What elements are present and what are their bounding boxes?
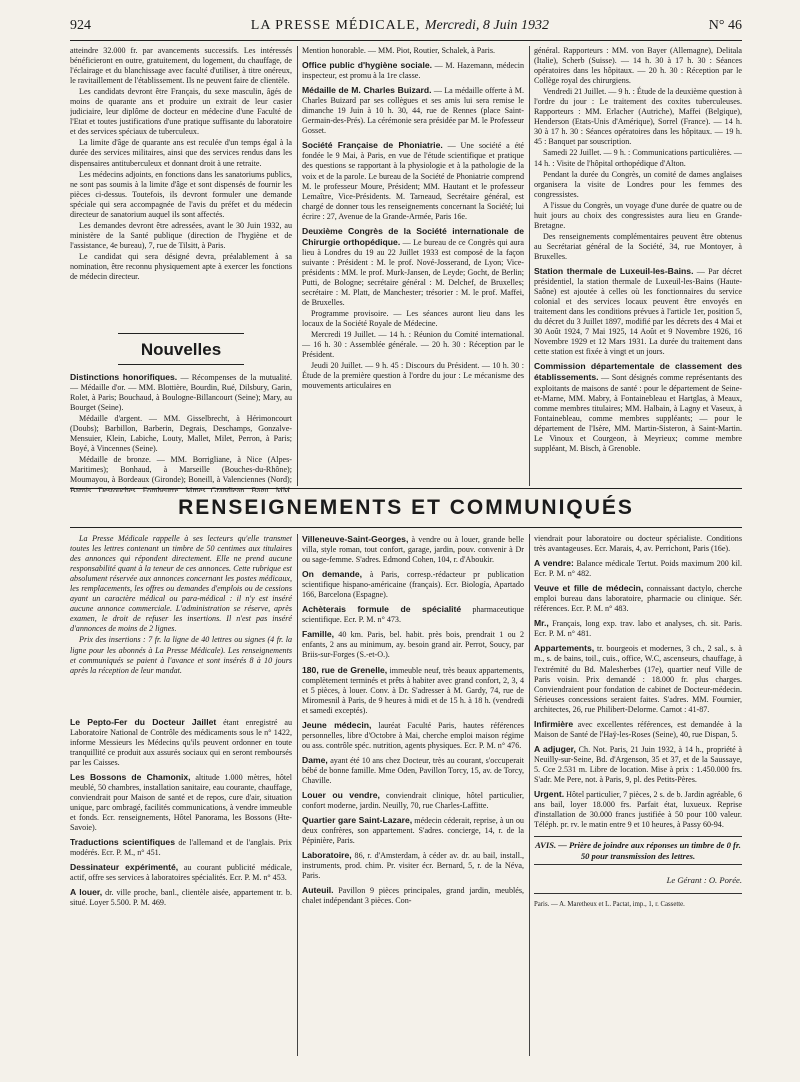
issue-number: N° 46 [708,18,742,33]
imprint-rule [534,893,742,894]
spacer [70,677,292,717]
paragraph: Le candidat qui sera désigné devra, préalablement à sa nomination, être reconnu physiquement apte à exercer les fonctions de médecin directeur. [70,251,292,282]
item-text: — Récompenses de la mutualité. — Médaille d'or. — MM. Blottière, Bourdin, Rué, Dilsbury, Garin, Rolet, à Paris; Bouchaud, à Boulogne-Billancourt (Seine); Mary, au Bourget (Seine). [70,373,292,413]
item-title: Office public d'hygiène sociale. [302,60,433,71]
ad-title: A vendre: [534,558,574,569]
column-rule [529,46,530,486]
printer-imprint: Paris. — A. Maretheux et L. Pactat, imp., 1, r. Cassette. [534,901,685,909]
paragraph: viendrait pour laboratoire ou docteur spécialiste. Conditions très avantageuses. Ecr. Marais, 4, av. Perrichont, Paris (16e). [534,534,742,554]
bottom-column-1 [70,534,292,1064]
ad-title: Appartements, [534,643,595,654]
item-title: Station thermale de Luxeuil-les-Bains. [534,265,694,276]
paragraph: Les demandes devront être adressées, avant le 30 Juin 1932, au ministère de la Santé publique (direction de l'hygiène et de l'assistance, 4e bureau), 7, rue de Tilsitt, à Paris. [70,220,292,250]
ad-title: Dame, [302,754,328,765]
paragraph: Les médecins adjoints, en fonctions dans les sanatoriums publics, ne sont pas soumis à la limite d'âge et sont dispensés de fournir les pièces ci-dessus. Toutefois, ils devront formuler une demande spéciale qui sera accompagnée de l'avis du préfet et du médecin directeur de sanatorium auquel ils sont affectés. [70,169,292,219]
item-text: — Une société a été fondée le 9 Mai, à Paris, en vue de l'étude scientifique et pratique des questions se rapportant à la physiologie et à la pathologie de la voix et de la parole. Le bureau de la Société de Phoniatrie comprend M. le professeur Moure, Président; MM. Hautant et le professeur Lemaître, Vice-Présidents. M. Tarneaud, Secrétaire général, est chargé de donner tous les renseignements concernant la Société; lui écrire : 27, Avenue de la Grande-Armée, Paris 16e. [302,141,524,221]
ad-title: Traductions scientifiques [70,837,175,848]
paragraph: La Presse Médicale rappelle à ses lecteurs qu'elle transmet toutes les lettres contenant un timbre de 50 centimes aux titulaires des annonces qui répondent directement. Elle ne prend aucune responsabilité quant à la teneur de ces annonces. Cette rubrique est absolument réservée aux annonces concernant les postes médicaux, les remplacements, les offres ou demandes d'emplois ou de cessions ayant un caractère médical ou para-médical : il n'y est inséré aucune annonce commerciale. L'administration se réserve, après examen, le droit de refuser les insertions. Il n'est pas inséré d'annonces de moins de 2 lignes. [70,534,292,634]
ad-title: Laboratoire, [302,850,352,861]
item-text: — Le bureau de ce Congrès qui aura lieu à Londres du 19 au 22 Juillet 1933 est composé de la façon suivante : Président : M. le prof. Nové-Josserand, de Lyon; Vice-présidents : MM. le prof. Murk-Jansen, de Leyde; Gocht, de Berlin; Putti, de Bologne; secrétaire général : M. Delchef, de Bruxelles; secrétaire : M. Platt, de Manchester; trésorier : M. le prof. Maffei, de Bruxelles. [302,237,524,308]
ad-title: Le Pepto-Fer du Docteur Jaillet [70,716,217,727]
ad-title: Achèterais formule de spécialité [302,604,462,615]
header-rule [70,40,742,41]
gerant-signature: Le Gérant : O. Porée. [666,875,742,886]
ad-title: Les Bossons de Chamonix, [70,771,191,782]
ad-title: Auteuil. [302,885,334,896]
column-rule [297,46,298,486]
ad-text: de l'allemand et de l'anglais. Prix modérés. Ecr. P. M., n° 451. [70,838,292,858]
paragraph: Programme provisoire. — Les séances auront lieu dans les locaux de la Société Royale de Médecine. [302,309,524,329]
masthead [251,18,549,34]
ad-text: immeuble neuf, très beaux appartements, complètement terminés et prêts à habiter avec grand confort, 2, 3, 4 et 5 pièces, à louer. Conv. à Dr. S'adresser à M. Gardy, 74, rue de Miromesnil à Paris, de 9 heures à midi et de 15 h. à 18 h. (vendredi et samedi exceptés). [302,665,524,715]
ad-title: Villeneuve-Saint-Georges, [302,534,409,544]
avis-text: AVIS. — Prière de joindre aux réponses un timbre de 0 fr. 50 pour transmission des lettres. [535,840,741,861]
item-title: Médaille de M. Charles Buizard. [302,85,432,96]
ad-text: pharmaceutique scientifique. Ecr. P. M. n° 473. [302,605,524,625]
item-title: Commission départementale de classement des établissements. [534,361,742,383]
ad-title: On demande, [302,569,363,580]
ad-text: au courant publicité médicale, actif, offre ses services à laboratoires spécialités. Ecr. P. M. n° 453. [70,863,292,883]
item-text: — Par décret présidentiel, la station thermale de Luxeuil-les-Bains (Haute-Saône) est ajoutée à celles où les fonctionnaires du service colonial et des services locaux peuvent être envoyés en traitement dans les conditions prévues à l'article 1er, position 5, du décret du 3 Juillet 1897, modifié par les décrets des 4 Mai et 30 Août 1924, 7 Mai 1925, 14 Août et 9 Novembre 1926, 16 Novembre 1929 et 12 Mars 1931. La durée du traitement dans cette station est fixée à vingt et un jours. [534,266,742,357]
top-column-3 [534,46,742,486]
ad-text: Pavillon 9 pièces principales, grand jardin, meublés, chalet indépendant 3 pièces. Con- [302,886,524,906]
paragraph: Pendant la durée du Congrès, un comité de dames anglaises organisera la visite de Londres pour les femmes des congressistes. [534,169,742,199]
ad-text: Hôtel particulier, 7 pièces, 2 s. de b. Jardin agréable, 6 ans bail, loyer 18.000 frs. Parfait état, luxueux. Reprise d'installation de 30.000 francs justifiée à 50 pour 100 valeur. Téléph. pr. rv. le matin entre 9 et 10 heures, à Passy 60-94. [534,790,742,830]
paragraph: Les candidats devront être Français, du sexe masculin, âgés de moins de quarante ans et produire un extrait de leur casier judiciaire, leur diplôme de docteur en médecine d'une Faculté de l'Etat et toutes justifications d'une pratique suffisante du laboratoire et des services spéciaux de tuberculeux. [70,87,292,137]
ad-title: 180, rue de Grenelle, [302,664,388,675]
ad-title: Infirmière [534,718,574,729]
ad-text: médecin céderait, reprise, à un ou deux confrères, son appartement. S'adres. concierge, 14, r. de la Pépinière, Paris. [302,816,524,846]
paragraph: Jeudi 20 Juillet. — 9 h. 45 : Discours du Président. — 10 h. 30 : Étude de la première question à l'ordre du jour : Le mécanisme des mouvements articulaires en [302,361,524,391]
paragraph: atteindre 32.000 fr. par avancements successifs. Les intéressés bénéficieront en outre, gratuitement, du logement, du chauffage, de l'éclairage et du blanchissage avec faculté d'utiliser, à titre onéreux, le ravitaillement de l'établissement. Ils ne peuvent faire de clientèle. [70,46,292,86]
section-title-nouvelles: Nouvelles [140,340,222,359]
paragraph: La limite d'âge de quarante ans est reculée d'un temps égal à la durée des services militaires, ainsi que des services rendus dans les dispensaires antituberculeux et donnant droit à une retraite. [70,138,292,168]
avis-box [534,836,742,865]
ad-text: ayant été 10 ans chez Docteur, très au courant, s'occuperait bébé de bonne famille. Mme Oden, Pavillon Torcy, 15, av. de Torcy, Chaville. [302,755,524,785]
paragraph: A l'issue du Congrès, un voyage d'une durée de quatre ou de huit jours au choix des congressistes aura lieu en Grande-Bretagne. [534,200,742,230]
ad-text: lauréat Faculté Paris, hautes références personnelles, libre d'Octobre à Mai, cherche emploi maison régime ou ass. contrôle spéc. nutrition, agents physiques. Ecr. P. M. n° 476. [302,720,524,750]
item-title: Distinctions honorifiques. [70,372,178,382]
top-column-1 [70,46,292,334]
paragraph: général. Rapporteurs : MM. von Bayer (Allemagne), Delitala (Italie), Scherb (Suisse). — 14 h. 30 à 17 h. 30 : Séances opératoires dans les hôpitaux. — 20 h. 30 : Réception par le Collège royal des chirurgiens. [534,46,742,86]
page-number: 924 [70,18,91,33]
ad-text: Balance médicale Tertut. Poids maximum 200 kil. Ecr. P. M. n° 482. [534,559,742,579]
journal-title: LA PRESSE MÉDICALE, [250,18,421,33]
paragraph: Médaille d'argent. — MM. Gisselbrecht, à Hérimoncourt (Doubs); Barbillon, Barberin, Degrais, Deschamps, Gonzalve-Mensuier, Klein, Labiche, Louty, Mallet, Milet, Perron, à Paris; Boyé, à Vincennes (Seine). [70,414,292,454]
ad-title: Famille, [302,629,334,640]
paragraph: Prix des insertions : 7 fr. la ligne de 40 lettres ou signes (4 fr. la ligne pour les abonnés à La Presse Médicale). Les renseignements et communiqués se paient à l'avance et sont insérés 8 à 10 jours après la réception de leur mandat. [70,635,292,675]
ad-text: tr. bourgeois et modernes, 3 ch., 2 sal., s. à m., s. de bains, toil., cuis., office, W.C, ascenseurs, chauffage, à l'extrémité du Bd. Malesherbes (17e), quartier neuf Ville de Paris voisin. Prix demandé : 18.000 fr. plus charges. Conviendraient pour fondation de cabinet de Docteur-médecin. Sérieuses concessions seraient faites. S'adres. MM. Fournier, architectes, 26, rue Philibert-Delorme. Carnot : 41-87. [534,644,742,714]
ad-title: Louer ou vendre, [302,790,380,801]
item-title: Deuxième Congrès de la Société internationale de Chirurgie orthopédique. [302,225,524,247]
ad-title: Mr., [534,618,549,629]
top-column-1-distinctions [70,372,292,492]
ad-title: Quartier gare Saint-Lazare, [302,815,413,826]
section-title-renseignements: RENSEIGNEMENTS ET COMMUNIQUÉS [178,496,634,519]
insertion-notice [70,534,292,676]
paragraph: Médaille de bronze. — MM. Borrigliane, à Nice (Alpes-Maritimes); Bonhaud, à Marseille (Bouches-du-Rhône); Moumayou, à Bordeaux (Gironde); Boneill, à Valenciennes (Nord); [70,455,292,485]
ad-title: Veuve et fille de médecin, [534,583,644,594]
paragraph: Samedi 22 Juillet. — 9 h. : Communications particulières. — 14 h. : Visite de l'hôpital orthopédique d'Alton. [534,148,742,168]
item-text: — La médaille offerte à M. Charles Buizard par ses collègues et ses amis lui sera remise le dimanche 19 Juin à 10 h. 30, 44, rue de Rennes (place Saint-Germain-des-Prés). La cérémonie sera présidée par M. le Professeur Gosset. [302,86,524,136]
section-rule [118,333,244,334]
ad-text: 40 km. Paris, bel. habit. près bois, prendrait 1 ou 2 enfants, 2 ans au minimum, ay. besoin grand air. Perrot, Soucy, par Briis-sur-Forges (S.-et-O.). [302,630,524,660]
ad-text: Ch. Not. Paris, 21 Juin 1932, à 14 h., propriété à Neuilly-sur-Seine, Bd. d'Argenson, 35 et 37, et de la Saussaye, 5. Cce 2.531 m. Libre de location. Mise à prix : 1.450.000 frs. S'adr. Me Pere, not. à Paris, 9, pl. des Petits-Pères. [534,744,742,784]
section-rule [118,364,244,365]
column-rule [529,534,530,1056]
paragraph: Des renseignements complémentaires peuvent être obtenus au Secrétariat général de la Société, 34, rue Montoyer, à Bruxelles. [534,231,742,261]
ad-text: à vendre ou à louer, grande belle villa, style roman, tout confort, garage, jardin, pouv. convenir à Dr ou sage-femme. S'adres. Edmond Cohen, 104, r. d'Aboukir. [302,535,524,565]
ad-text: altitude 1.000 mètres, hôtel meublé, 50 chambres, installation sanitaire, eau courante, chauffage, conviendrait pour Maison de santé et de repos, cure d'air, situation unique, parc ombragé, facilités communications, à vendre immeuble et fonds. Ecr. renseignements, Hôtel Panorama, les Bossons (Hte-Savoie). [70,772,292,833]
section-top-rule [70,488,742,489]
ad-title: A louer, [70,887,103,898]
item-title: Société Française de Phoniatrie. [302,140,443,151]
ad-text: 86, r. d'Amsterdam, à céder av. dr. au bail, install., instruments, prod. chim. Pr. visiter écr. Bernard, 5, r. de la Néva, Paris. [302,851,524,881]
page-header [70,18,742,38]
issue-date: Mercredi, 8 Juin 1932 [424,18,549,33]
top-column-2 [302,46,524,486]
ad-text: à Paris, corresp.-rédacteur pr publication scientifique hispano-américaine (français). Ecr. Biología, Apartado 166, Barcelona (Espagne). [302,570,524,600]
bottom-column-3 [534,534,742,1064]
ad-title: Urgent. [534,789,565,800]
ad-text: Français, long exp. trav. labo et analyses, ch. sit. Paris. Ecr. P. M. n° 481. [534,619,742,639]
ad-title: A adjuger, [534,743,576,754]
ad-title: Jeune médecin, [302,719,372,730]
ad-text: conviendrait clinique, hôtel particulier, confort moderne, jardin. Neuilly, 70, rue Charles-Laffitte. [302,791,524,811]
column-rule [297,534,298,1056]
paragraph: Mention honorable. — MM. Piot, Routier, Schalek, à Paris. [302,46,496,55]
section-bottom-rule [70,527,742,528]
ad-text: avec excellentes références, est demandée à la Maison de Santé de l'Haÿ-les-Roses (Seine), 40, rue Dispan, 5. [534,719,742,739]
paragraph: Vendredi 21 Juillet. — 9 h. : Étude de la deuxième question à l'ordre du jour : Le traitement des coxites tuberculeuses. Rapporteurs : MM. Erlacher (Autriche), Maffei (Belgique), Henderson (Etats-Unis d'Amérique), Sorrel (France). — 14 h. 30 à 17 h. 30 : Séances opératoires dans les hôpitaux. — 19 h. 45 : Banquet par souscription. [534,87,742,147]
ad-text: étant enregistré au Laboratoire National de Contrôle des médicaments sous le n° 1422, informe Messieurs les Médecins qu'ils peuvent ordonner en toute tranquillité ce produit aux assurés sociaux qui en seront remboursés par les Caisses. [70,717,292,767]
paragraph: Mercredi 19 Juillet. — 14 h. : Réunion du Comité international. — 16 h. 30 : Assemblée générale. — 20 h. 30 : Réception par le Président. [302,330,524,360]
ad-text: connaissant dactylo, cherche emploi bureau dans laboratoire, pharmacie ou clinique. Sér. références. Ecr. P. M. n° 483. [534,584,742,614]
bottom-column-2 [302,534,524,1064]
ad-title: Dessinateur expérimenté, [70,862,179,873]
item-text: — Sont désignés comme représentants des exploitants de maisons de santé : pour le département de Seine-et-Marne, MM. Mabry, à Fontainebleau et Hartglas, à Meaux, comme membres titulaires; MM. Halbain, à Lagny et Vaseux, à Fontainebleau, comme membres suppléants; — pour le département de l'Isère, MM. Martin-Sisteron, à Saint-Martin. Le Vinoux et Courgeon, à Meyrieux; comme membre suppléant, M. Bisch, à Grenoble. [534,373,742,453]
ad-text: dr. ville proche, banl., clientèle aisée, appartement tr. b. situé. Loyer 5.500. P. M. 469. [70,888,292,908]
item-text: — M. Hazemann, médecin inspecteur, est promu à la 1re classe. [302,61,524,81]
